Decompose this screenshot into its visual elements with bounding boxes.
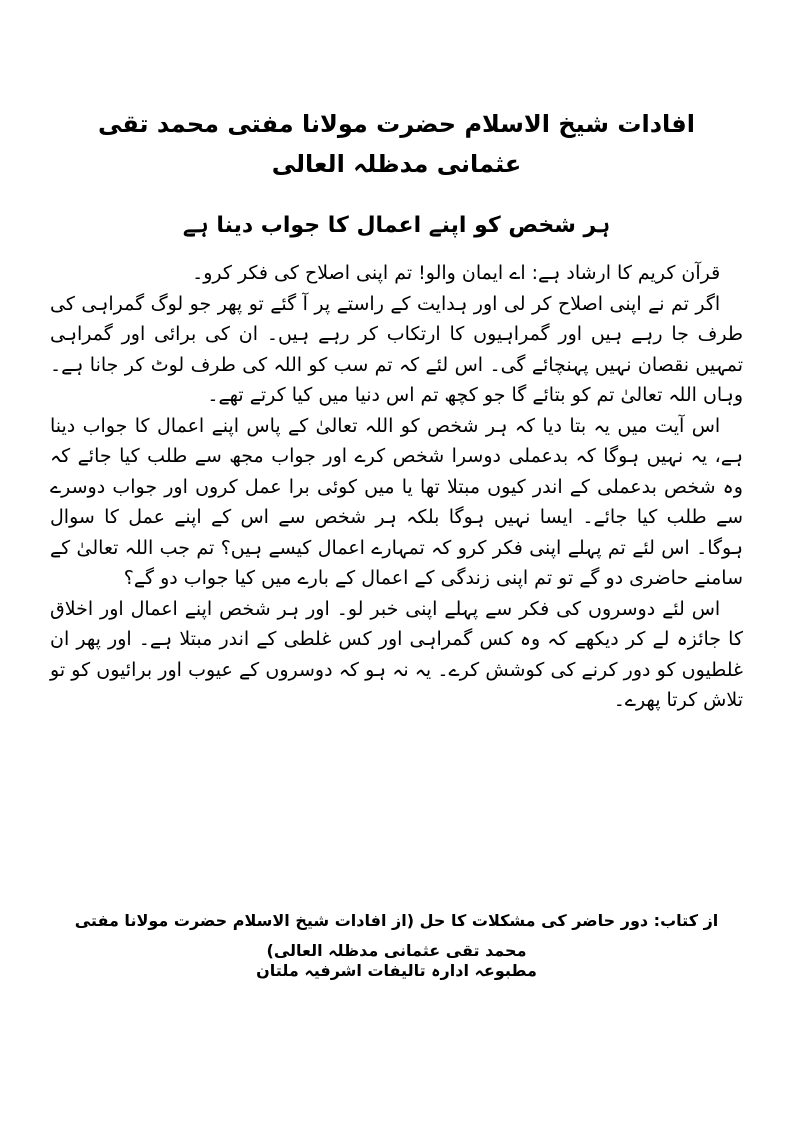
paragraph: قرآن کریم کا ارشاد ہے: اے ایمان والو! تم اپنی اصلاح کی فکر کرو۔	[192, 262, 721, 284]
article-heading: ہر شخص کو اپنے اعمال کا جواب دینا ہے	[182, 213, 611, 238]
paragraph: اس آیت میں یہ بتا دیا کہ ہر شخص کو اللہ تعالیٰ کے پاس اپنے اعمال کا جواب دینا ہے، یہ نہیں ہوگا کہ بدعملی دوسرا شخص کرے اور جواب مجھ سے طلب کیا جائے کہ وہ شخص بدعملی کے اندر کیوں مبتلا تھا یا میں کوئی برا عمل کروں اور جواب دوسرے سے طلب کیا جائے۔ ایسا نہیں ہوگا بلکہ ہر شخص سے اس کے اپنے عمل کا سوال ہوگا۔ اس لئے تم پہلے اپنی فکر کرو کہ تمہارے اعمال کیسے ہیں؟ تم جب اللہ تعالیٰ کے سامنے حاضری دو گے تو تم اپنی زندگی کے اعمال کے بارے میں کیا جواب دو گے؟	[50, 414, 743, 589]
publisher-line: مطبوعہ ادارہ تالیفات اشرفیہ ملتان	[256, 961, 537, 980]
paragraph: اس لئے دوسروں کی فکر سے پہلے اپنی خبر لو۔ اور ہر شخص اپنے اعمال اور اخلاق کا جائزہ لے کر دیکھے کہ وہ کس گمراہی اور کس غلطی کے اندر مبتلا ہے۔ اور پھر ان غلطیوں کو دور کرنے کی کوشش کرے۔ یہ نہ ہو کہ دوسروں کے عیوب اور برائیوں کو تو تلاش کرتا پھرے۔	[50, 597, 743, 711]
article-body	[50, 258, 743, 716]
paragraph: اگر تم نے اپنی اصلاح کر لی اور ہدایت کے راستے پر آ گئے تو پھر جو لوگ گمراہی کی طرف جا رہے ہیں اور گمراہیوں کا ارتکاب کر رہے ہیں۔ ان کی برائی اور گمراہی تمہیں نقصان نہیں پہنچائے گی۔ اس لئے کہ تم سب کو اللہ کی طرف لوٹ کر جانا ہے۔ وہاں اللہ تعالیٰ تم کو بتائے گا جو کچھ تم اس دنیا میں کیا کرتے تھے۔	[50, 292, 743, 406]
page-title: افادات شیخ الاسلام حضرت مولانا مفتی محمد تقی عثمانی مدظلہ العالی	[98, 110, 695, 178]
source-citation: از کتاب: دور حاضر کی مشکلات کا حل (از افادات شیخ الاسلام حضرت مولانا مفتی محمد تقی عثمانی مدظلہ العالی)	[74, 911, 719, 960]
